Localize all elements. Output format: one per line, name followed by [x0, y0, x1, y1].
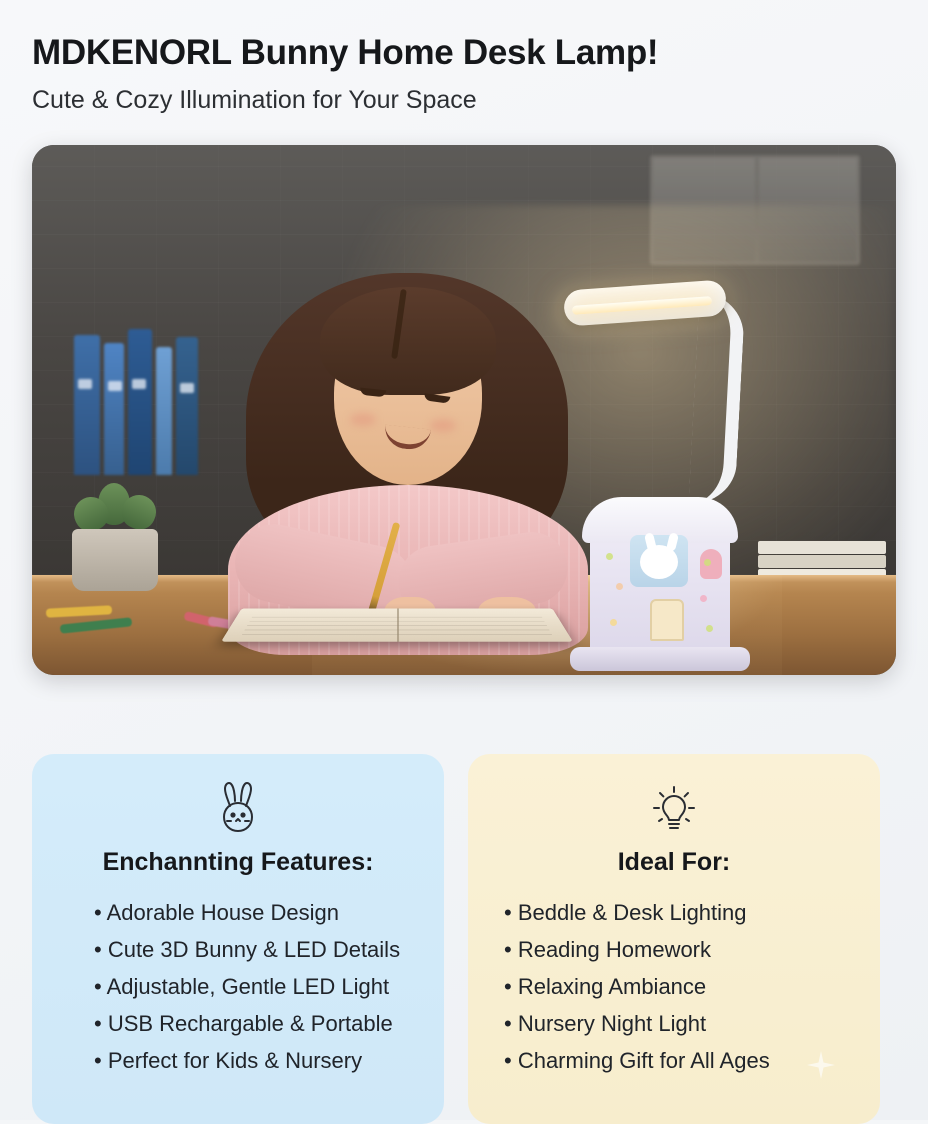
- list-item: • Charming Gift for All Ages: [504, 1047, 770, 1073]
- list-item: • Adjustable, Gentle LED Light: [94, 973, 390, 999]
- features-list: [60, 895, 416, 1080]
- list-item: • USB Rechargable & Portable: [94, 1010, 393, 1036]
- book-blue-3: [128, 329, 152, 475]
- sparkle-icon: [806, 1050, 836, 1080]
- hair-front: [320, 287, 496, 395]
- hero-scene: [32, 145, 896, 675]
- features-card-title: Enchannting Features:: [102, 848, 374, 876]
- page-header: [32, 0, 896, 114]
- lamp-decor-dot-2: [616, 583, 623, 590]
- lamp-decor-dot-5: [610, 619, 617, 626]
- lamp-house-door: [650, 599, 684, 641]
- page-subtitle: Cute & Cozy Illumination for Your Space: [32, 85, 477, 114]
- lamp-decor-dot-1: [606, 553, 613, 560]
- notebook-spine: [397, 608, 399, 641]
- stacked-book-2: [758, 555, 886, 568]
- list-item: • Relaxing Ambiance: [504, 973, 707, 999]
- hero-image: [32, 145, 896, 675]
- blush-left: [350, 413, 376, 426]
- list-item: • Cute 3D Bunny & LED Details: [94, 936, 401, 962]
- lamp-decor-dot-4: [700, 595, 707, 602]
- lamp-gooseneck: [688, 292, 745, 506]
- feature-cards: [32, 754, 880, 1124]
- lamp-decor-dot-3: [704, 559, 711, 566]
- stacked-book-1: [758, 541, 886, 554]
- ideal-for-list: [496, 895, 852, 1080]
- desk-lamp: [554, 253, 764, 653]
- succulent-plant: [54, 481, 174, 591]
- bunny-face: [640, 545, 678, 579]
- book-blue-5: [176, 337, 198, 475]
- page-title: MDKENORL Bunny Home Desk Lamp!: [32, 33, 659, 72]
- list-item: • Nursery Night Light: [504, 1010, 707, 1036]
- list-item: • Beddle & Desk Lighting: [504, 900, 747, 925]
- ideal-for-card-title: Ideal For:: [617, 848, 731, 876]
- lamp-sticker: [700, 549, 722, 579]
- book-blue-1: [74, 335, 100, 475]
- features-card: [32, 754, 444, 1124]
- list-item: • Perfect for Kids & Nursery: [94, 1047, 363, 1073]
- book-blue-4: [156, 347, 172, 475]
- book-blue-2: [104, 343, 124, 475]
- succulent-pot: [72, 529, 158, 591]
- child-figure: [228, 267, 588, 633]
- lightbulb-icon: [496, 778, 852, 840]
- lamp-decor-dot-6: [706, 625, 713, 632]
- ideal-for-card: [468, 754, 880, 1124]
- lamp-base: [570, 647, 750, 671]
- list-item: • Adorable House Design: [94, 900, 339, 925]
- open-notebook: [221, 608, 573, 641]
- bunny-icon: [60, 778, 416, 840]
- blush-right: [430, 419, 456, 432]
- list-item: • Reading Homework: [504, 936, 712, 962]
